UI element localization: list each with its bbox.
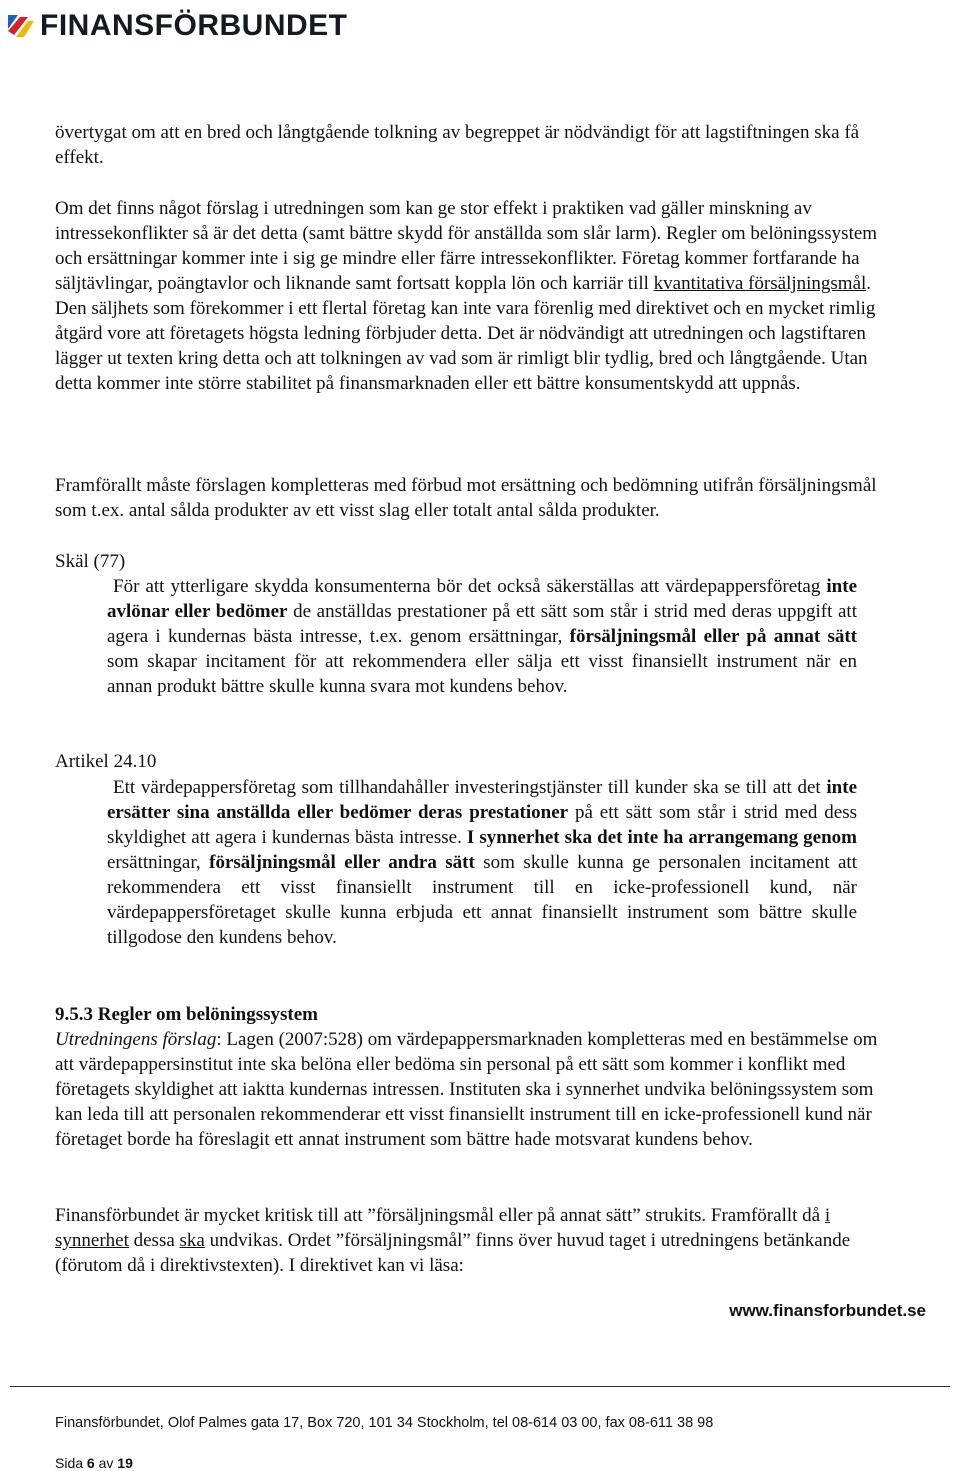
quote-text: som skapar incitament för att rekommendera eller sälja ett visst finansiellt instrument när en annan produkt bättre skulle kunna svara mot kundens behov. [107,651,857,697]
quote-text: på ett sätt som står i strid med dess skyldighet att agera i kundernas bästa intresse. [107,802,858,848]
article-heading-text: Artikel 24.10 [55,751,157,772]
quote-text: För att ytterligare skydda konsumenterna bör det också säkerställas att värdepappersföretag [113,576,827,597]
paragraph-text: undvikas. Ordet ”försäljningsmål” finns över huvud taget i utredningens betänkande (förutom då i direktivstexten). I direktivet kan vi läsa: [55,1230,851,1276]
footer-address: Finansförbundet, Olof Palmes gata 17, Box 720, 101 34 Stockholm, tel 08-614 03 00, fax 08-611 38 98 [55,1415,714,1431]
quote-text: de anställdas prestationer på ett sätt som står i strid med deras uppgift att agera i kundernas bästa intresse, t.ex. genom ersättningar, [107,601,857,647]
quote-text: ersättningar, [107,852,210,873]
paragraph-proposal [55,473,900,523]
paragraph-text: . Den säljhets som förekommer i ett flertal företag kan inte vara förenlig med direktivet och en mycket rimlig åtgärd vore att företagets högsta ledning förbjuder detta. Det är nödvändigt att utredningen och lagstiftaren lägger ut texten kring detta och att tolkningen av vad som är rimligt blir tydlig, bred och långtgående. Utan detta kommer inte större stabilitet på finansmarknaden eller ett bättre konsumentskydd att uppnås. [55,273,876,394]
page-prefix: Sida [55,1455,87,1471]
italic-label: Utredningens förslag [55,1029,217,1050]
paragraph-text: Om det finns något förslag i utredningen som kan ge stor effekt i praktiken vad gäller minskning av intressekonflikter så är det detta (samt bättre skydd för anställda som slår larm). Regler om belöningssystem och ersättningar kommer inte i sig ge mindre eller färre intressekonflikter. Företag kommer fortfarande ha säljtävlingar, poängtavlor och liknande samt fortsatt koppla lön och karriär till [55,198,878,294]
page-header [6,8,348,44]
paragraph-text: : Lagen (2007:528) om värdepappersmarknaden kompletteras med en bestämmelse om att värdepappersinstitut inte ska belöna eller bedöma sin personal på ett sätt som kommer i konflikt med företagets skyldighet att iaktta kundernas intressen. Instituten ska i synnerhet undvika belöningssystem som kan leda till att personalen rekommenderar ett visst finansiellt instrument till en icke-professionell kund när företaget borde ha föreslagit ett annat instrument som bättre hade motsvarat kundens behov. [55,1029,878,1150]
quote-bold: försäljningsmål eller andra sätt [209,852,475,873]
paragraph-conflicts [55,196,900,396]
paragraph-text: Framförallt måste förslagen kompletteras med förbud mot ersättning och bedömning utifrån försäljningsmål som t.ex. antal sålda produkter av ett visst slag eller totalt antal sålda produkter. [55,475,877,521]
page-middle: av [94,1455,118,1471]
website-link[interactable]: www.finansforbundet.se [729,1301,926,1320]
quote-text: Ett värdepappersföretag som tillhandahåller investeringstjänster till kunder ska se till att det [113,777,827,798]
underlined-phrase: ska [179,1230,205,1251]
recital-heading [55,549,900,574]
underlined-phrase: i synnerhet [55,1205,831,1251]
section-heading-text: 9.5.3 Regler om belöningssystem [55,1004,318,1025]
quote-bold: inte ersätter sina anställda eller bedömer deras prestationer [107,777,857,823]
quote-bold: inte avlönar eller bedömer [107,576,857,622]
paragraph-text: dessa [128,1230,180,1251]
closing-paragraph [55,1203,900,1278]
page-total: 19 [117,1455,133,1471]
underlined-phrase: kvantitativa försäljningsmål [653,273,867,294]
paragraph-intro [55,120,900,170]
finansforbundet-logo-icon [6,11,36,41]
article-quote [107,775,857,950]
page-current: 6 [86,1455,95,1471]
recital-quote [107,574,857,699]
logo-wordmark: FINANSFÖRBUNDET [40,9,348,42]
paragraph-text: övertygat om att en bred och långtgående tolkning av begreppet är nödvändigt för att lagstiftningen ska få effekt. [55,122,860,168]
quote-bold: I synnerhet ska det inte ha arrangemang genom [466,827,857,848]
section-body [55,1027,900,1152]
section-heading [55,1002,900,1027]
quote-bold: försäljningsmål eller på annat sätt [569,626,858,647]
quote-text: som skulle kunna ge personalen incitament att rekommendera ett visst finansiellt instrument till en icke-professionell kund, när värdepappersföretaget skulle kunna erbjuda ett annat finansiellt instrument som bättre skulle tillgodose den kundens behov. [107,852,857,948]
recital-heading-text: Skäl (77) [55,551,126,572]
paragraph-text: Finansförbundet är mycket kritisk till att ”försäljningsmål eller på annat sätt” strukits. Framförallt då [55,1205,825,1226]
page-number [55,1455,133,1471]
article-heading [55,749,900,774]
footer-divider [10,1386,950,1387]
